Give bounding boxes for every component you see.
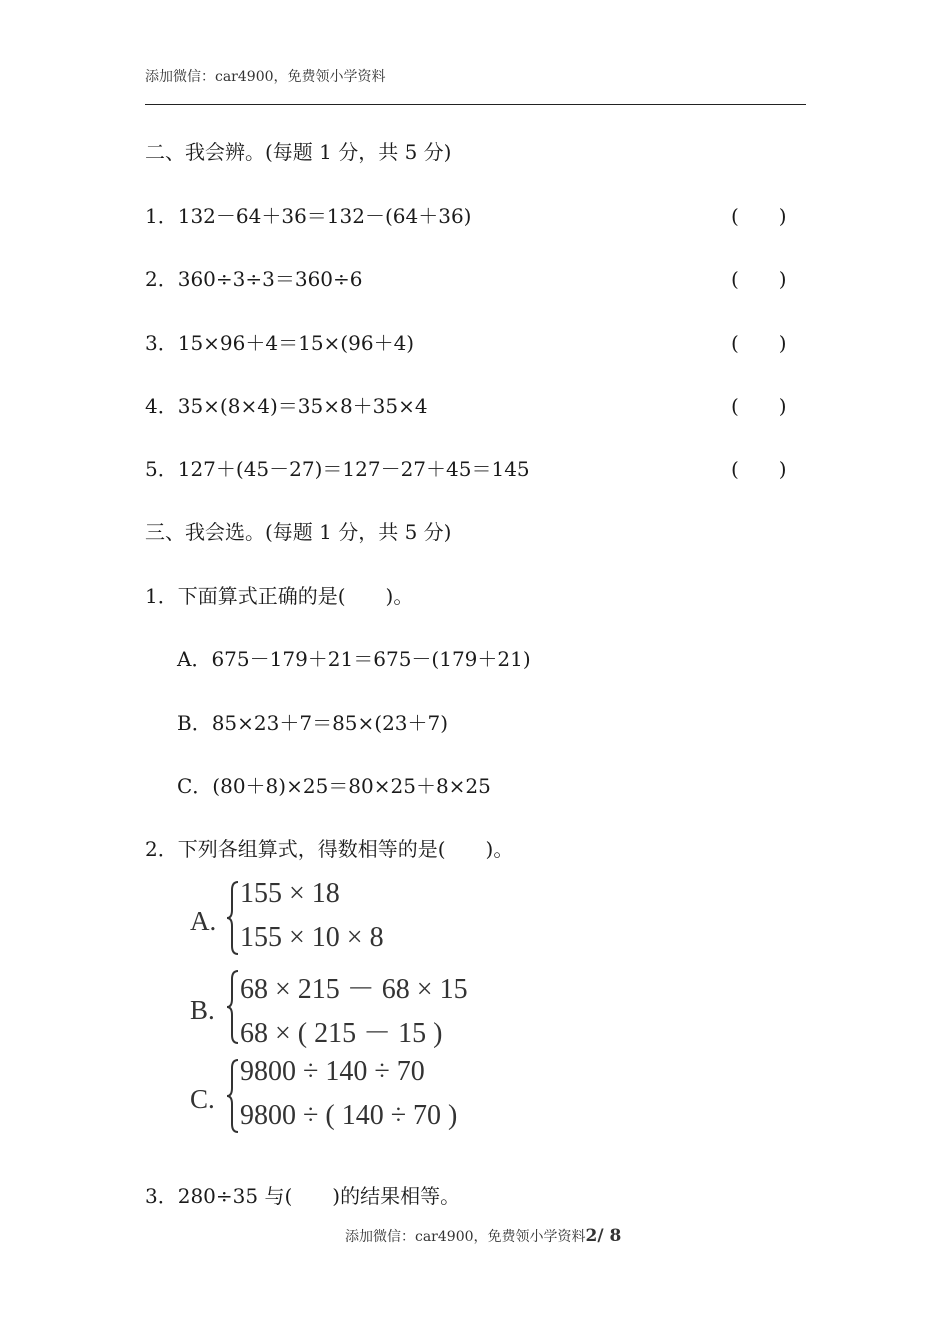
option-a-expression-top: 155 × 18 — [240, 878, 340, 909]
judge-item-4: 4．35×(8×4)＝35×8＋35×4 — [145, 394, 428, 418]
left-brace-icon — [226, 967, 240, 1047]
option-label-c: C. — [190, 1084, 215, 1114]
section2-title: 二、我会辨。(每题 1 分，共 5 分) — [145, 140, 452, 164]
footer — [345, 1226, 621, 1246]
header-divider — [145, 104, 806, 105]
judge-item-3: 3．15×96＋4＝15×(96＋4) — [145, 331, 415, 355]
choice-q3-stem: 3．280÷35 与( )的结果相等。 — [145, 1184, 461, 1208]
choice-q1-option-c[interactable]: C．(80＋8)×25＝80×25＋8×25 — [177, 774, 491, 798]
section3-title: 三、我会选。(每题 1 分，共 5 分) — [145, 520, 452, 544]
judge-item-1: 1．132－64＋36＝132－(64＋36) — [145, 204, 472, 228]
judge-answer-blank-5[interactable]: ( ) — [731, 457, 787, 481]
option-label-b: B. — [190, 995, 215, 1025]
judge-answer-blank-1[interactable]: ( ) — [731, 204, 787, 228]
option-c-expression-bottom: 9800 ÷ ( 140 ÷ 70 ) — [240, 1100, 458, 1131]
left-brace-icon — [226, 1056, 240, 1136]
choice-q1-option-b[interactable]: B．85×23＋7＝85×(23＋7) — [177, 711, 449, 735]
page-number: 2/ 8 — [585, 1226, 622, 1246]
choice-q1-stem: 1．下面算式正确的是( )。 — [145, 584, 414, 608]
option-c-expression-top: 9800 ÷ 140 ÷ 70 — [240, 1056, 425, 1087]
judge-answer-blank-4[interactable]: ( ) — [731, 394, 787, 418]
option-label-a: A. — [190, 906, 217, 936]
judge-answer-blank-2[interactable]: ( ) — [731, 267, 787, 291]
option-b-expression-bottom: 68 × ( 215 － 15 ) — [240, 1018, 443, 1049]
judge-item-5: 5．127＋(45－27)＝127－27＋45＝145 — [145, 457, 530, 481]
option-b-expression-top: 68 × 215 － 68 × 15 — [240, 974, 468, 1005]
footer-text: 添加微信：car4900，免费领小学资料 — [345, 1229, 586, 1245]
choice-q1-option-a[interactable]: A．675－179＋21＝675－(179＋21) — [177, 647, 531, 671]
choice-q2-stem: 2．下列各组算式，得数相等的是( )。 — [145, 837, 514, 861]
option-a-expression-bottom: 155 × 10 × 8 — [240, 922, 384, 953]
judge-answer-blank-3[interactable]: ( ) — [731, 331, 787, 355]
left-brace-icon — [226, 878, 240, 958]
header-text: 添加微信：car4900，免费领小学资料 — [145, 69, 386, 85]
judge-item-2: 2．360÷3÷3＝360÷6 — [145, 267, 363, 291]
